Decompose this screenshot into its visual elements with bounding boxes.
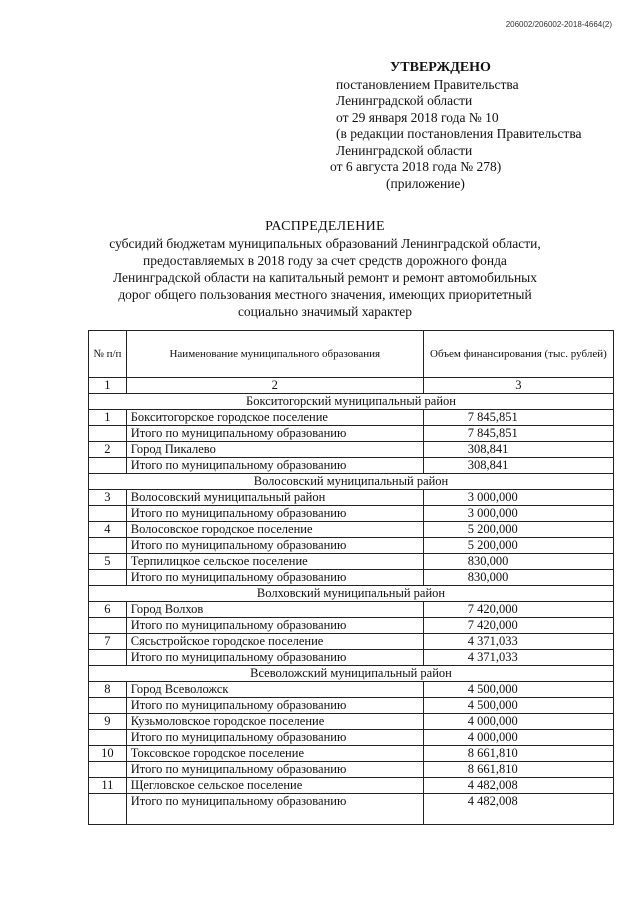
municipality-name: Итого по муниципальному образованию (126, 698, 423, 714)
approval-line: от 6 августа 2018 года № 278) (330, 159, 502, 174)
municipality-name: Итого по муниципальному образованию (126, 762, 423, 778)
municipality-name: Итого по муниципальному образованию (126, 426, 423, 442)
total-row (89, 458, 614, 474)
row-number: 6 (89, 602, 127, 618)
table-row (89, 682, 614, 698)
funding-amount: 7 420,000 (423, 618, 613, 634)
approval-line: (в редакции постановления Правительства (336, 126, 582, 141)
district-name: Волховский муниципальный район (89, 586, 614, 602)
table-header-row (89, 331, 614, 378)
funding-amount: 7 420,000 (423, 602, 613, 618)
row-number (89, 698, 127, 714)
header-num: № п/п (89, 331, 127, 378)
column-index: 2 (126, 378, 423, 394)
approval-line: Ленинградской области (336, 142, 473, 158)
funding-amount: 830,000 (423, 554, 613, 570)
funding-amount: 4 000,000 (423, 714, 613, 730)
funding-amount: 7 845,851 (423, 410, 613, 426)
municipality-name: Итого по муниципальному образованию (126, 794, 423, 825)
header-name: Наименование муниципального образования (126, 331, 423, 378)
total-row (89, 762, 614, 778)
municipality-name: Щегловское сельское поселение (126, 778, 423, 794)
funding-amount: 5 200,000 (423, 538, 613, 554)
approval-line: Ленинградской области (336, 93, 473, 108)
municipality-name: Токсовское городское поселение (126, 746, 423, 762)
funding-amount: 4 482,008 (423, 794, 613, 825)
row-number (89, 794, 127, 825)
header-sum: Объем финансирования (тыс. рублей) (423, 331, 613, 378)
total-row (89, 650, 614, 666)
funding-amount: 4 482,008 (423, 778, 613, 794)
municipality-name: Город Пикалево (126, 442, 423, 458)
funding-amount: 830,000 (423, 570, 613, 586)
approval-line: (приложение) (386, 175, 465, 191)
municipality-name: Итого по муниципальному образованию (126, 618, 423, 634)
municipality-name: Город Всеволожск (126, 682, 423, 698)
district-row (89, 586, 614, 602)
municipality-name: Итого по муниципальному образованию (126, 538, 423, 554)
row-number (89, 618, 127, 634)
funding-amount: 4 371,033 (423, 650, 613, 666)
approval-line: постановлением Правительства (336, 76, 519, 92)
funding-amount: 5 200,000 (423, 522, 613, 538)
district-row (89, 666, 614, 682)
row-number (89, 538, 127, 554)
title-line: социально значимый характер (237, 304, 413, 319)
municipality-name: Бокситогорское городское поселение (126, 410, 423, 426)
table-row (89, 442, 614, 458)
column-index-row (89, 378, 614, 394)
title-line: субсидий бюджетам муниципальных образований Ленинградской области, (109, 236, 541, 251)
approval-block (330, 60, 630, 192)
table-row (89, 778, 614, 794)
row-number (89, 458, 127, 474)
title-line: Ленинградской области на капитальный ремонт и ремонт автомобильных (112, 270, 537, 285)
municipality-name: Сясьстройское городское поселение (126, 634, 423, 650)
district-name: Всеволожский муниципальный район (89, 666, 614, 682)
table-row (89, 522, 614, 538)
municipality-name: Волосовский муниципальный район (126, 490, 423, 506)
approval-stamp: УТВЕРЖДЕНО (390, 60, 491, 75)
municipality-name: Итого по муниципальному образованию (126, 458, 423, 474)
row-number: 5 (89, 554, 127, 570)
row-number: 1 (89, 410, 127, 426)
total-row (89, 570, 614, 586)
row-number: 10 (89, 746, 127, 762)
row-number: 3 (89, 490, 127, 506)
funding-amount: 8 661,810 (423, 762, 613, 778)
total-row (89, 730, 614, 746)
funding-amount: 4 000,000 (423, 730, 613, 746)
funding-amount: 4 500,000 (423, 698, 613, 714)
funding-amount: 4 500,000 (423, 682, 613, 698)
table-row (89, 602, 614, 618)
funding-amount: 3 000,000 (423, 490, 613, 506)
allocation-table (88, 330, 614, 825)
title-heading: РАСПРЕДЕЛЕНИЕ (265, 219, 385, 234)
row-number: 2 (89, 442, 127, 458)
municipality-name: Итого по муниципальному образованию (126, 570, 423, 586)
district-row (89, 394, 614, 410)
district-name: Бокситогорский муниципальный район (89, 394, 614, 410)
row-number (89, 762, 127, 778)
row-number: 7 (89, 634, 127, 650)
funding-amount: 4 371,033 (423, 634, 613, 650)
document-id: 206002/206002-2018-4664(2) (505, 20, 612, 29)
total-row (89, 618, 614, 634)
row-number (89, 730, 127, 746)
row-number: 4 (89, 522, 127, 538)
row-number (89, 650, 127, 666)
title-line: предоставляемых в 2018 году за счет средств дорожного фонда (143, 253, 507, 268)
table-row (89, 714, 614, 730)
municipality-name: Кузьмоловское городское поселение (126, 714, 423, 730)
total-row (89, 506, 614, 522)
municipality-name: Итого по муниципальному образованию (126, 506, 423, 522)
municipality-name: Итого по муниципальному образованию (126, 650, 423, 666)
document-title (95, 218, 555, 320)
municipality-name: Город Волхов (126, 602, 423, 618)
funding-amount: 8 661,810 (423, 746, 613, 762)
municipality-name: Терпилицкое сельское поселение (126, 554, 423, 570)
funding-amount: 3 000,000 (423, 506, 613, 522)
funding-amount: 308,841 (423, 458, 613, 474)
district-row (89, 474, 614, 490)
column-index: 1 (89, 378, 127, 394)
title-line: дорог общего пользования местного значения, имеющих приоритетный (118, 287, 532, 302)
table-row (89, 490, 614, 506)
table-row (89, 554, 614, 570)
row-number (89, 426, 127, 442)
row-number (89, 570, 127, 586)
approval-line: от 29 января 2018 года № 10 (336, 109, 499, 125)
municipality-name: Итого по муниципальному образованию (126, 730, 423, 746)
total-row (89, 426, 614, 442)
total-row (89, 698, 614, 714)
table-row (89, 634, 614, 650)
total-row (89, 538, 614, 554)
municipality-name: Волосовское городское поселение (126, 522, 423, 538)
total-row (89, 794, 614, 825)
row-number (89, 506, 127, 522)
funding-amount: 7 845,851 (423, 426, 613, 442)
table-row (89, 746, 614, 762)
table-row (89, 410, 614, 426)
district-name: Волосовский муниципальный район (89, 474, 614, 490)
column-index: 3 (423, 378, 613, 394)
row-number: 9 (89, 714, 127, 730)
row-number: 11 (89, 778, 127, 794)
row-number: 8 (89, 682, 127, 698)
funding-amount: 308,841 (423, 442, 613, 458)
